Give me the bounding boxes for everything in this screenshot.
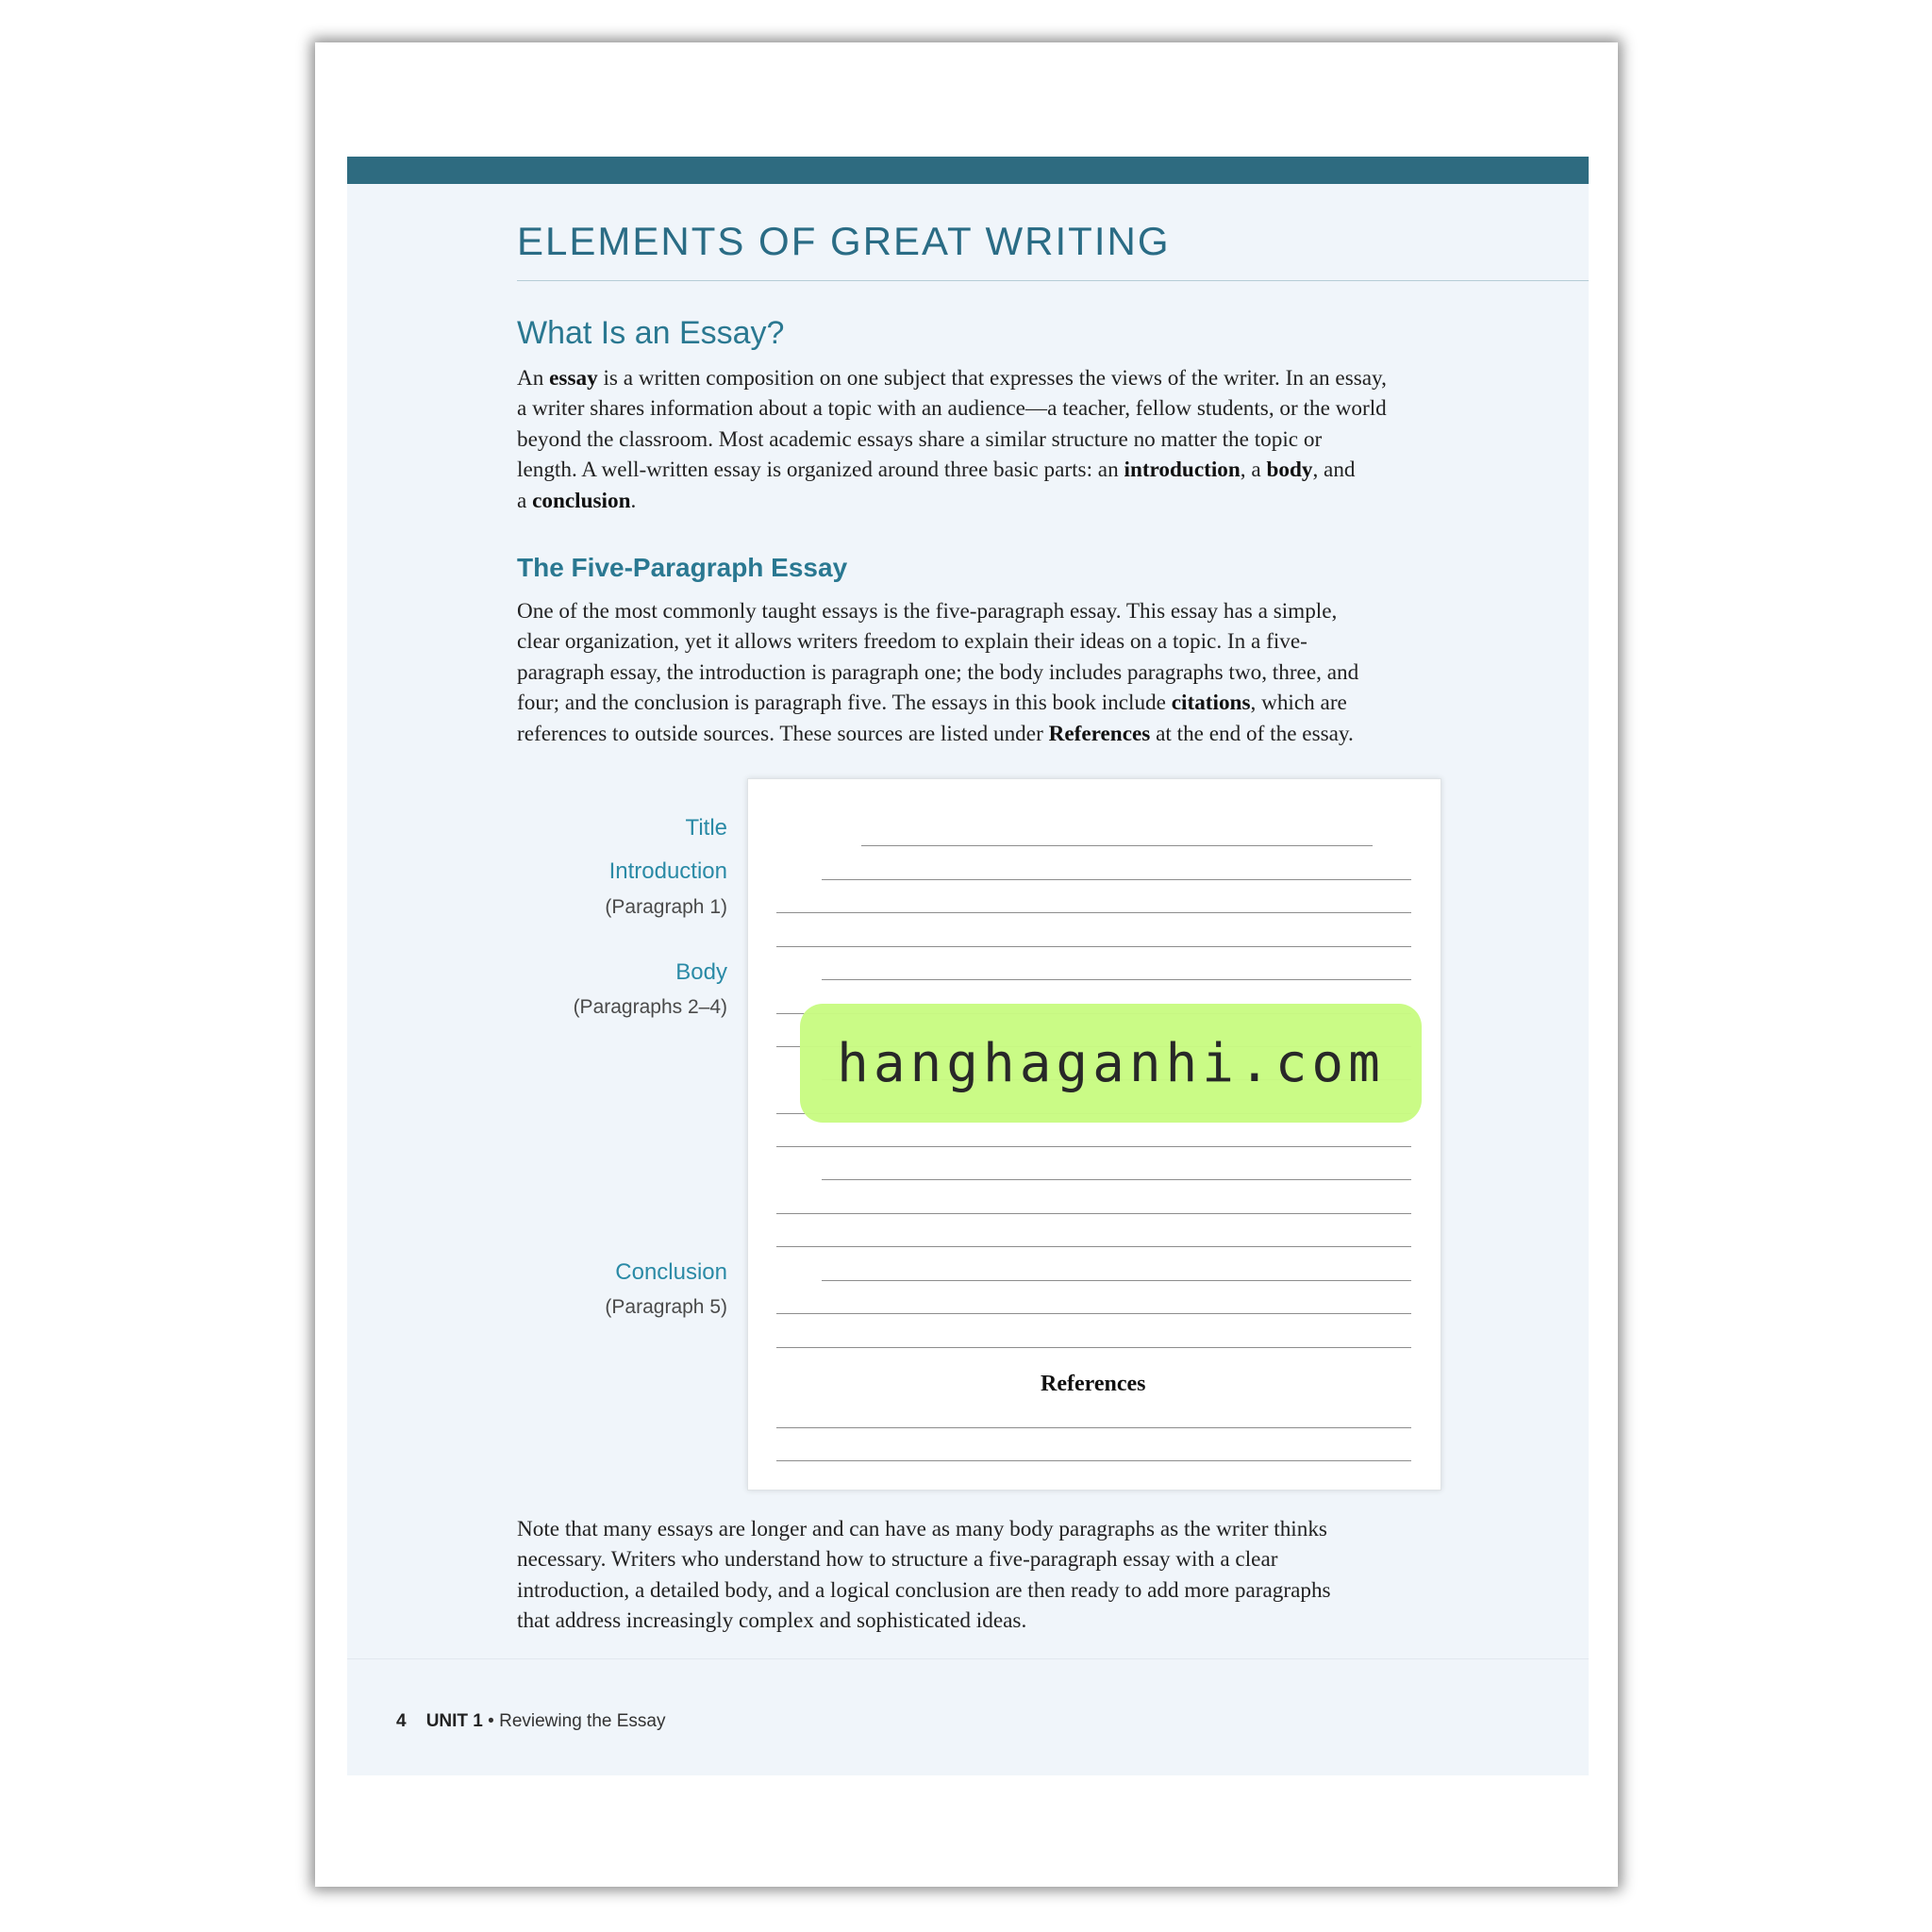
footer-title: Reviewing the Essay — [499, 1711, 666, 1731]
watermark-badge — [800, 1004, 1422, 1123]
text-line: introduction, a detailed body, and a logical conclusion are then ready to add more paragraphs — [517, 1577, 1331, 1603]
section-heading-five-paragraph: The Five-Paragraph Essay — [517, 553, 848, 582]
writing-line — [822, 979, 1411, 980]
references-heading: References — [1041, 1372, 1146, 1396]
essay-structure-diagram — [747, 778, 1441, 1491]
reference-line — [776, 1460, 1411, 1461]
text-line: a conclusion. — [517, 488, 637, 513]
writing-line — [776, 946, 1411, 947]
text-line: Note that many essays are longer and can have as many body paragraphs as the writer thinks — [517, 1517, 1327, 1541]
text-line: One of the most commonly taught essays is the five-paragraph essay. This essay has a simple, — [517, 599, 1338, 624]
writing-line — [776, 1246, 1411, 1247]
section-heading-essay: What Is an Essay? — [517, 315, 785, 351]
diagram-label-introduction: Introduction — [608, 858, 727, 884]
writing-line — [822, 1280, 1411, 1281]
diagram-label-body: Body — [675, 959, 727, 985]
essay-definition-paragraph — [517, 363, 1387, 516]
reference-line — [776, 1427, 1411, 1428]
footer-separator: • — [488, 1711, 494, 1731]
title-line — [861, 845, 1373, 846]
writing-line — [776, 1313, 1411, 1314]
closing-paragraph — [517, 1514, 1331, 1637]
banner-title: ELEMENTS OF GREAT WRITING — [517, 219, 1171, 263]
text-line: paragraph essay, the introduction is paragraph one; the body includes paragraphs two, three, and — [517, 659, 1359, 685]
page-number: 4 — [396, 1711, 407, 1731]
text-line: length. A well-written essay is organized around three basic parts: an introduction, a body, and — [517, 458, 1356, 483]
unit-label: UNIT 1 — [425, 1711, 483, 1731]
text-line: a writer shares information about a topic with an audience—a teacher, fellow students, or the world — [517, 396, 1387, 422]
writing-line — [776, 1146, 1411, 1147]
writing-line — [776, 1347, 1411, 1348]
text-line: beyond the classroom. Most academic essays share a similar structure no matter the topic or — [517, 426, 1323, 452]
text-line: clear organization, yet it allows writers freedom to explain their ideas on a topic. In a five- — [517, 629, 1307, 655]
diagram-sublabel-body: (Paragraphs 2–4) — [573, 996, 727, 1018]
writing-line — [822, 1179, 1411, 1180]
diagram-sublabel-conclusion: (Paragraph 5) — [605, 1296, 727, 1318]
text-line: that address increasingly complex and sophisticated ideas. — [517, 1608, 1027, 1634]
banner-rule — [517, 280, 1589, 281]
writing-line — [822, 879, 1411, 880]
footer-rule — [347, 1658, 1589, 1659]
diagram-sublabel-introduction: (Paragraph 1) — [605, 896, 727, 918]
text-line: An essay is a written composition on one subject that expresses the views of the writer. In an essay, — [517, 366, 1387, 391]
diagram-label-conclusion: Conclusion — [615, 1259, 727, 1285]
text-line: references to outside sources. These sources are listed under References at the end of the essay. — [517, 721, 1354, 746]
text-line: necessary. Writers who understand how to structure a five-paragraph essay with a clear — [517, 1547, 1278, 1573]
text-line: four; and the conclusion is paragraph five. The essays in this book include citations, which are — [517, 691, 1347, 716]
page-footer — [396, 1711, 665, 1732]
watermark-text: hanghaganhi.com — [837, 1032, 1385, 1094]
header-bar — [347, 157, 1589, 184]
five-paragraph-paragraph — [517, 596, 1358, 749]
writing-line — [776, 1213, 1411, 1214]
writing-line — [776, 912, 1411, 913]
diagram-label-title: Title — [685, 815, 727, 841]
